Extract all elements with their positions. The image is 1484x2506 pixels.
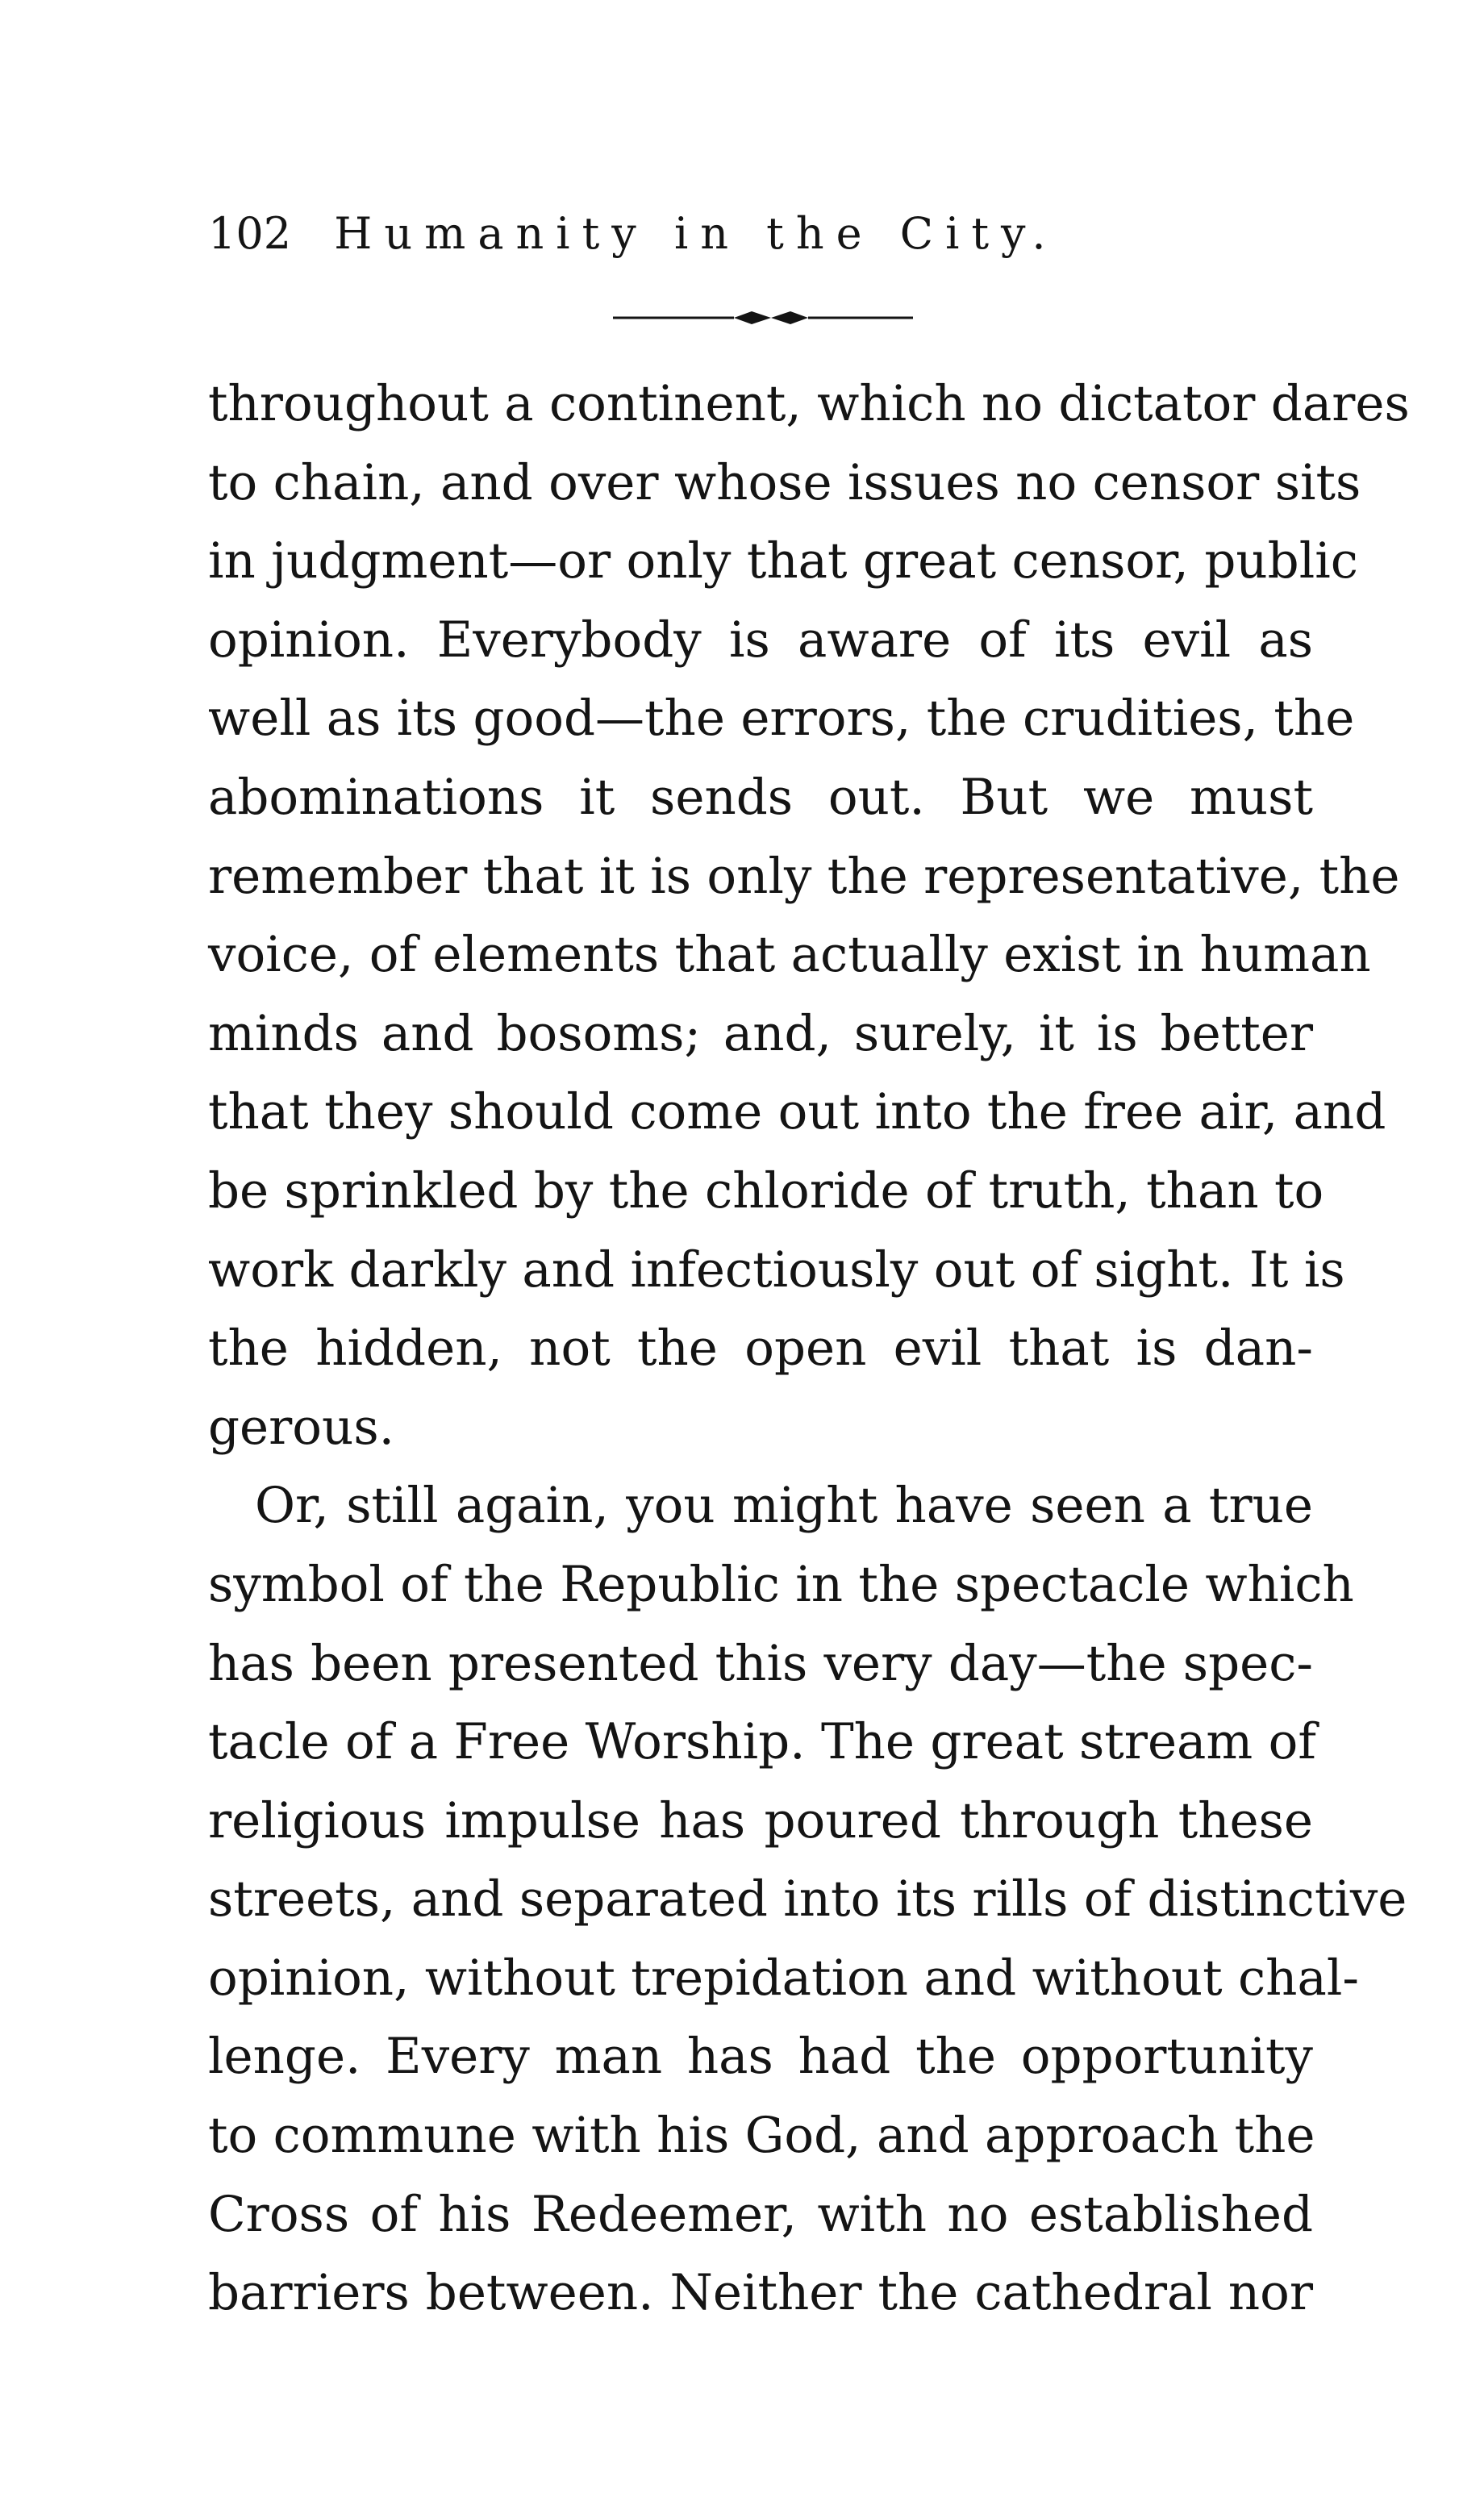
paragraph-1 [208,365,1410,1466]
paragraph-2 [208,1466,1407,2333]
text-line: to commune with his God, and approach the [208,2107,1315,2165]
text-line: streets, and separated into its rills of distinctive [208,1870,1407,1928]
text-line: work darkly and infectiously out of sight. It is [208,1240,1345,1299]
text-line: lenge. Every man has had the opportunity [208,2028,1313,2086]
text-line: has been presented this very day—the spec- [208,1634,1313,1692]
text-line: barriers between. Neither the cathedral nor [208,2264,1313,2322]
text-line: throughout a continent, which no dictator dares [208,375,1410,432]
text-line: the hidden, not the open evil that is dan- [208,1320,1313,1378]
ornament-divider-icon [613,308,913,327]
page-number: 102 [208,208,292,259]
running-head [208,202,1337,266]
text-line: Cross of his Redeemer, with no established [208,2185,1313,2243]
text-line: religious impulse has poured through these [208,1791,1313,1849]
text-line: symbol of the Republic in the spectacle which [208,1555,1354,1613]
text-line: to chain, and over whose issues no censor sits [208,453,1361,511]
text-line: remember that it is only the representative, the [208,847,1400,905]
text-line: that they should come out into the free air, and [208,1083,1386,1141]
text-line: gerous. [208,1398,395,1456]
text-line: abominations it sends out. But we must [208,768,1313,826]
text-line: minds and bosoms; and, surely, it is better [208,1004,1313,1062]
running-title: Humanity in the City. [334,208,1058,259]
text-line: voice, of elements that actually exist in human [208,926,1371,984]
text-line: opinion. Everybody is aware of its evil as [208,611,1313,669]
text-line: Or, still again, you might have seen a true [255,1477,1313,1535]
text-line: well as its good—the errors, the crudities, the [208,690,1355,748]
body-text [208,365,1410,2333]
text-line: opinion, without trepidation and without chal- [208,1949,1359,2007]
text-line: in judgment—or only that great censor, public [208,532,1358,590]
text-line: be sprinkled by the chloride of truth, than to [208,1161,1324,1220]
text-line: tacle of a Free Worship. The great stream of [208,1713,1316,1771]
